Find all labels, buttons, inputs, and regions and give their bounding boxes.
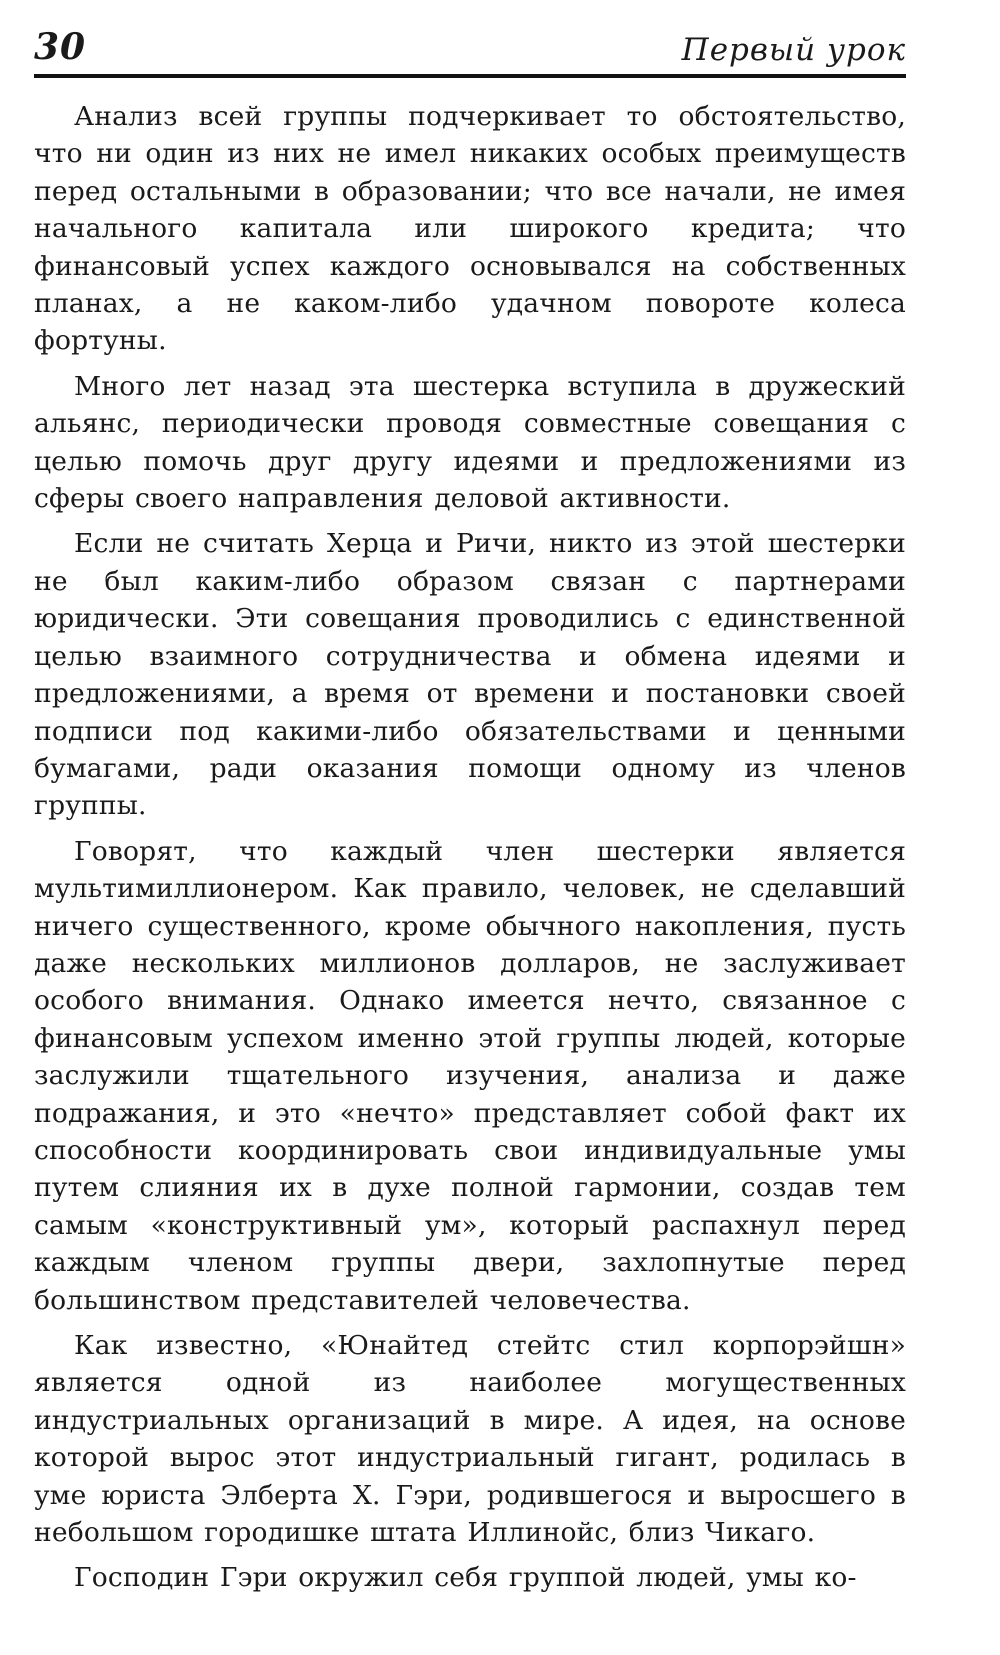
paragraph: Много лет назад эта шестерка вступила в дружеский альянс, периодически проводя совместные совещания с целью помочь друг другу идеями и предложениями из сферы своего направления деловой активности. (34, 370, 906, 515)
running-head: Первый урок (681, 32, 906, 68)
body-text (34, 98, 906, 1597)
paragraph: Говорят, что каждый член шестерки является мультимиллионером. Как правило, человек, не сделавший ничего существенного, кроме обычного накопления, пусть даже нескольких миллионов долларов, не заслуживает особого внимания. Однако имеется нечто, связанное с финансовым успехом именно этой группы людей, которые заслужили тщательного изучения, анализа и даже подражания, и это «нечто» представляет собой факт их способности координировать свои индивидуальные умы путем слияния их в духе полной гармонии, создав тем самым «конструктивный ум», который распахнул перед каждым членом группы двери, захлопнутые перед большинством представителей человечества. (34, 835, 906, 1316)
page-header (34, 22, 906, 78)
page-number: 30 (34, 26, 87, 68)
paragraph: Если не считать Херца и Ричи, никто из этой шестерки не был каким-либо образом связан с партнерами юридически. Эти совещания проводились с единственной целью взаимного сотрудничества и обмена идеями и предложениями, а время от времени и постановки своей подписи под какими-либо обязательствами и ценными бумагами, ради оказания помощи одному из членов группы. (34, 528, 906, 822)
paragraph: Как известно, «Юнайтед стейтс стил корпорэйшн» является одной из наиболее могущественных индустриальных организаций в мире. А идея, на основе которой вырос этот индустриальный гигант, родилась в уме юриста Элберта Х. Гэри, родившегося и выросшего в небольшом городишке штата Иллинойс, близ Чикаго. (34, 1330, 906, 1549)
paragraph: Анализ всей группы подчеркивает то обстоятельство, что ни один из них не имел никаких особых преимуществ перед остальными в образовании; что все начали, не имея начального капитала или широкого кредита; что финансовый успех каждого основывался на собственных планах, а не каком-либо удачном повороте колеса фортуны. (34, 101, 906, 357)
book-page (34, 22, 906, 1605)
paragraph: Господин Гэри окружил себя группой людей, умы ко- (74, 1562, 857, 1594)
